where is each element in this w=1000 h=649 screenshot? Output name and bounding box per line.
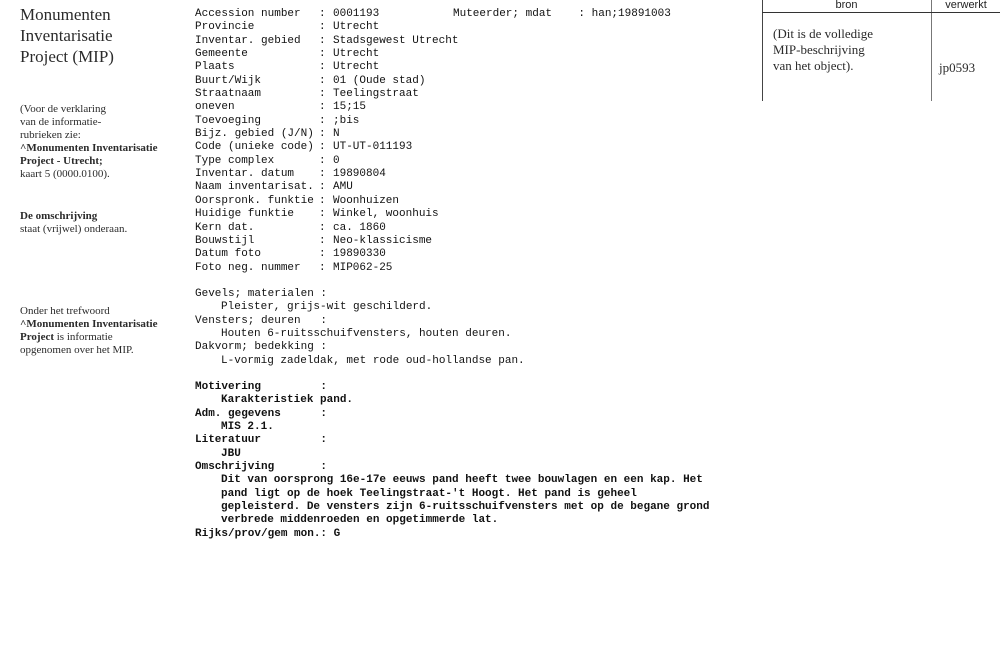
mip-title <box>20 4 190 67</box>
omschrijving-line: gepleisterd. De vensters zijn 6-ruitsschuifvensters met op de begane grond <box>221 501 710 514</box>
field-label: Bijz. gebied (J/N) <box>195 128 314 141</box>
note-bold: De omschrijving <box>20 210 98 222</box>
field-separator: : <box>319 21 326 34</box>
material-sections <box>195 288 755 368</box>
mutator-field: Muteerder; mdat : han;19891003 <box>453 8 671 20</box>
field-separator: : <box>319 168 326 181</box>
note-link-title-2[interactable]: Project - Utrecht; <box>20 155 103 167</box>
field-row <box>195 21 755 34</box>
section-text: Houten 6-ruitsschuifvensters, houten deuren. <box>221 327 512 340</box>
field-list <box>195 8 755 275</box>
field-value: UT-UT-011193 <box>333 141 413 154</box>
field-value: AMU <box>333 181 353 194</box>
field-row <box>195 61 755 74</box>
note-line: rubrieken zie: <box>20 129 81 141</box>
field-row <box>195 168 755 181</box>
field-value: Stadsgewest Utrecht <box>333 34 459 47</box>
field-row <box>195 208 755 221</box>
field-value: 19890804 <box>333 168 386 181</box>
note-line: staat (vrijwel) onderaan. <box>20 223 128 235</box>
keyword-link-2[interactable]: Project <box>20 331 54 343</box>
field-label: Inventar. gebied <box>195 34 301 47</box>
field-separator: : <box>319 34 326 47</box>
field-separator: : <box>319 221 326 234</box>
omschrijving-line: verbrede middenroeden en opgetimmerde lat. <box>221 514 499 527</box>
motivation-sections <box>195 381 755 461</box>
field-label: Toevoeging <box>195 114 262 127</box>
note-line: opgenomen over het MIP. <box>20 344 134 356</box>
field-value: Teelingstraat <box>333 88 419 101</box>
field-row <box>195 141 755 154</box>
note-line: van de informatie- <box>20 116 102 128</box>
field-separator: : <box>319 48 326 61</box>
section-text: L-vormig zadeldak, met rode oud-hollandse pan. <box>221 354 525 367</box>
note-link-title[interactable]: ^Monumenten Inventarisatie <box>20 142 158 154</box>
bron-line: van het object). <box>773 58 854 73</box>
omschrijving-line: Dit van oorsprong 16e-17e eeuws pand heeft twee bouwlagen en een kap. Het <box>221 474 703 487</box>
field-label: Huidige funktie <box>195 208 295 221</box>
field-row <box>195 88 755 101</box>
field-label: Plaats <box>195 61 235 74</box>
field-value: 0001193 <box>333 8 380 20</box>
rijks-field: Rijks/prov/gem mon.: G <box>195 527 341 540</box>
description-note <box>20 210 195 236</box>
title-line-1: Monumenten <box>20 5 111 24</box>
section-text: JBU <box>221 447 241 460</box>
field-label: oneven <box>195 101 235 114</box>
section-label: Literatuur : <box>195 434 328 447</box>
field-value: N <box>333 128 340 141</box>
field-label: Code (unieke code) <box>195 141 314 154</box>
bron-line: (Dit is de volledige <box>773 26 874 41</box>
field-row <box>195 115 755 128</box>
table-border-left <box>762 0 763 101</box>
verwerkt-value: jp0593 <box>939 60 976 75</box>
field-label: Inventar. datum <box>195 168 295 181</box>
field-label: Kern dat. <box>195 221 255 234</box>
note-line: Onder het trefwoord <box>20 305 110 317</box>
field-separator: : <box>319 8 326 20</box>
keyword-note <box>20 305 195 357</box>
field-separator: : <box>319 194 326 207</box>
left-column <box>20 0 190 356</box>
section-text: MIS 2.1. <box>221 420 274 433</box>
explanation-note <box>20 103 195 181</box>
title-line-2: Inventarisatie <box>20 26 113 45</box>
section-label: Motivering : <box>195 380 328 393</box>
field-separator: : <box>319 114 326 127</box>
field-row <box>195 101 755 114</box>
omschrijving-label: Omschrijving : <box>195 461 328 473</box>
verwerkt-header: verwerkt <box>945 0 987 11</box>
field-separator: : <box>319 74 326 87</box>
section-label: Adm. gegevens : <box>195 407 328 420</box>
field-separator: : <box>319 261 326 274</box>
field-row <box>195 75 755 88</box>
source-table <box>762 0 1000 101</box>
field-separator: : <box>319 88 326 101</box>
field-row <box>195 222 755 235</box>
bron-header: bron <box>835 0 858 11</box>
field-label: Datum foto <box>195 248 262 261</box>
field-row <box>195 248 755 261</box>
field-label: Straatnaam <box>195 88 262 101</box>
keyword-link[interactable]: ^Monumenten Inventarisatie <box>20 318 158 330</box>
field-value: Utrecht <box>333 48 380 61</box>
bron-line: MIP-beschrijving <box>773 42 865 57</box>
field-value: 19890330 <box>333 248 386 261</box>
field-separator: : <box>319 101 326 114</box>
field-label: Oorspronk. funktie <box>195 194 314 207</box>
bron-text <box>773 26 923 74</box>
field-row <box>195 35 755 48</box>
title-line-3: Project (MIP) <box>20 47 114 66</box>
field-label: Type complex <box>195 154 275 167</box>
field-separator: : <box>319 141 326 154</box>
field-separator: : <box>319 208 326 221</box>
field-value: ca. 1860 <box>333 221 386 234</box>
field-value: Utrecht <box>333 61 380 74</box>
section-text: Karakteristiek pand. <box>221 394 354 407</box>
field-value: 15;15 <box>333 101 367 114</box>
field-separator: : <box>319 61 326 74</box>
table-border-mid <box>931 0 932 101</box>
section-label: Dakvorm; bedekking : <box>195 341 328 354</box>
field-row <box>195 181 755 194</box>
field-row <box>195 262 755 275</box>
field-separator: : <box>319 154 326 167</box>
omschrijving-line: pand ligt op de hoek Teelingstraat-'t Hoogt. Het pand is geheel <box>221 487 637 500</box>
note-line: is informatie <box>54 331 113 343</box>
field-label: Buurt/Wijk <box>195 74 262 87</box>
field-label: Provincie <box>195 21 255 34</box>
field-value: Winkel, woonhuis <box>333 208 439 221</box>
field-row <box>195 235 755 248</box>
note-line: (Voor de verklaring <box>20 103 106 115</box>
field-value: 01 (Oude stad) <box>333 74 426 87</box>
section-label: Gevels; materialen : <box>195 287 328 300</box>
field-label: Gemeente <box>195 48 248 61</box>
field-value: 0 <box>333 154 340 167</box>
field-row <box>195 195 755 208</box>
field-value: ;bis <box>333 114 360 127</box>
field-label: Foto neg. nummer <box>195 261 301 274</box>
omschrijving-text <box>195 474 755 527</box>
table-header-rule <box>762 12 1000 13</box>
field-separator: : <box>319 234 326 247</box>
field-value: MIP062-25 <box>333 261 393 274</box>
field-row <box>195 48 755 61</box>
note-line: kaart 5 (0000.0100). <box>20 168 110 180</box>
section-label: Vensters; deuren : <box>195 314 328 327</box>
field-separator: : <box>319 128 326 141</box>
field-label: Naam inventarisat. <box>195 181 314 194</box>
field-separator: : <box>319 181 326 194</box>
field-value: Neo-klassicisme <box>333 234 433 247</box>
field-label: Accession number <box>195 8 301 20</box>
field-row <box>195 128 755 141</box>
field-row <box>195 155 755 168</box>
field-value: Woonhuizen <box>333 194 400 207</box>
record-body <box>195 8 755 541</box>
field-label: Bouwstijl <box>195 234 255 247</box>
field-value: Utrecht <box>333 21 380 34</box>
section-text: Pleister, grijs-wit geschilderd. <box>221 301 433 314</box>
field-separator: : <box>319 248 326 261</box>
